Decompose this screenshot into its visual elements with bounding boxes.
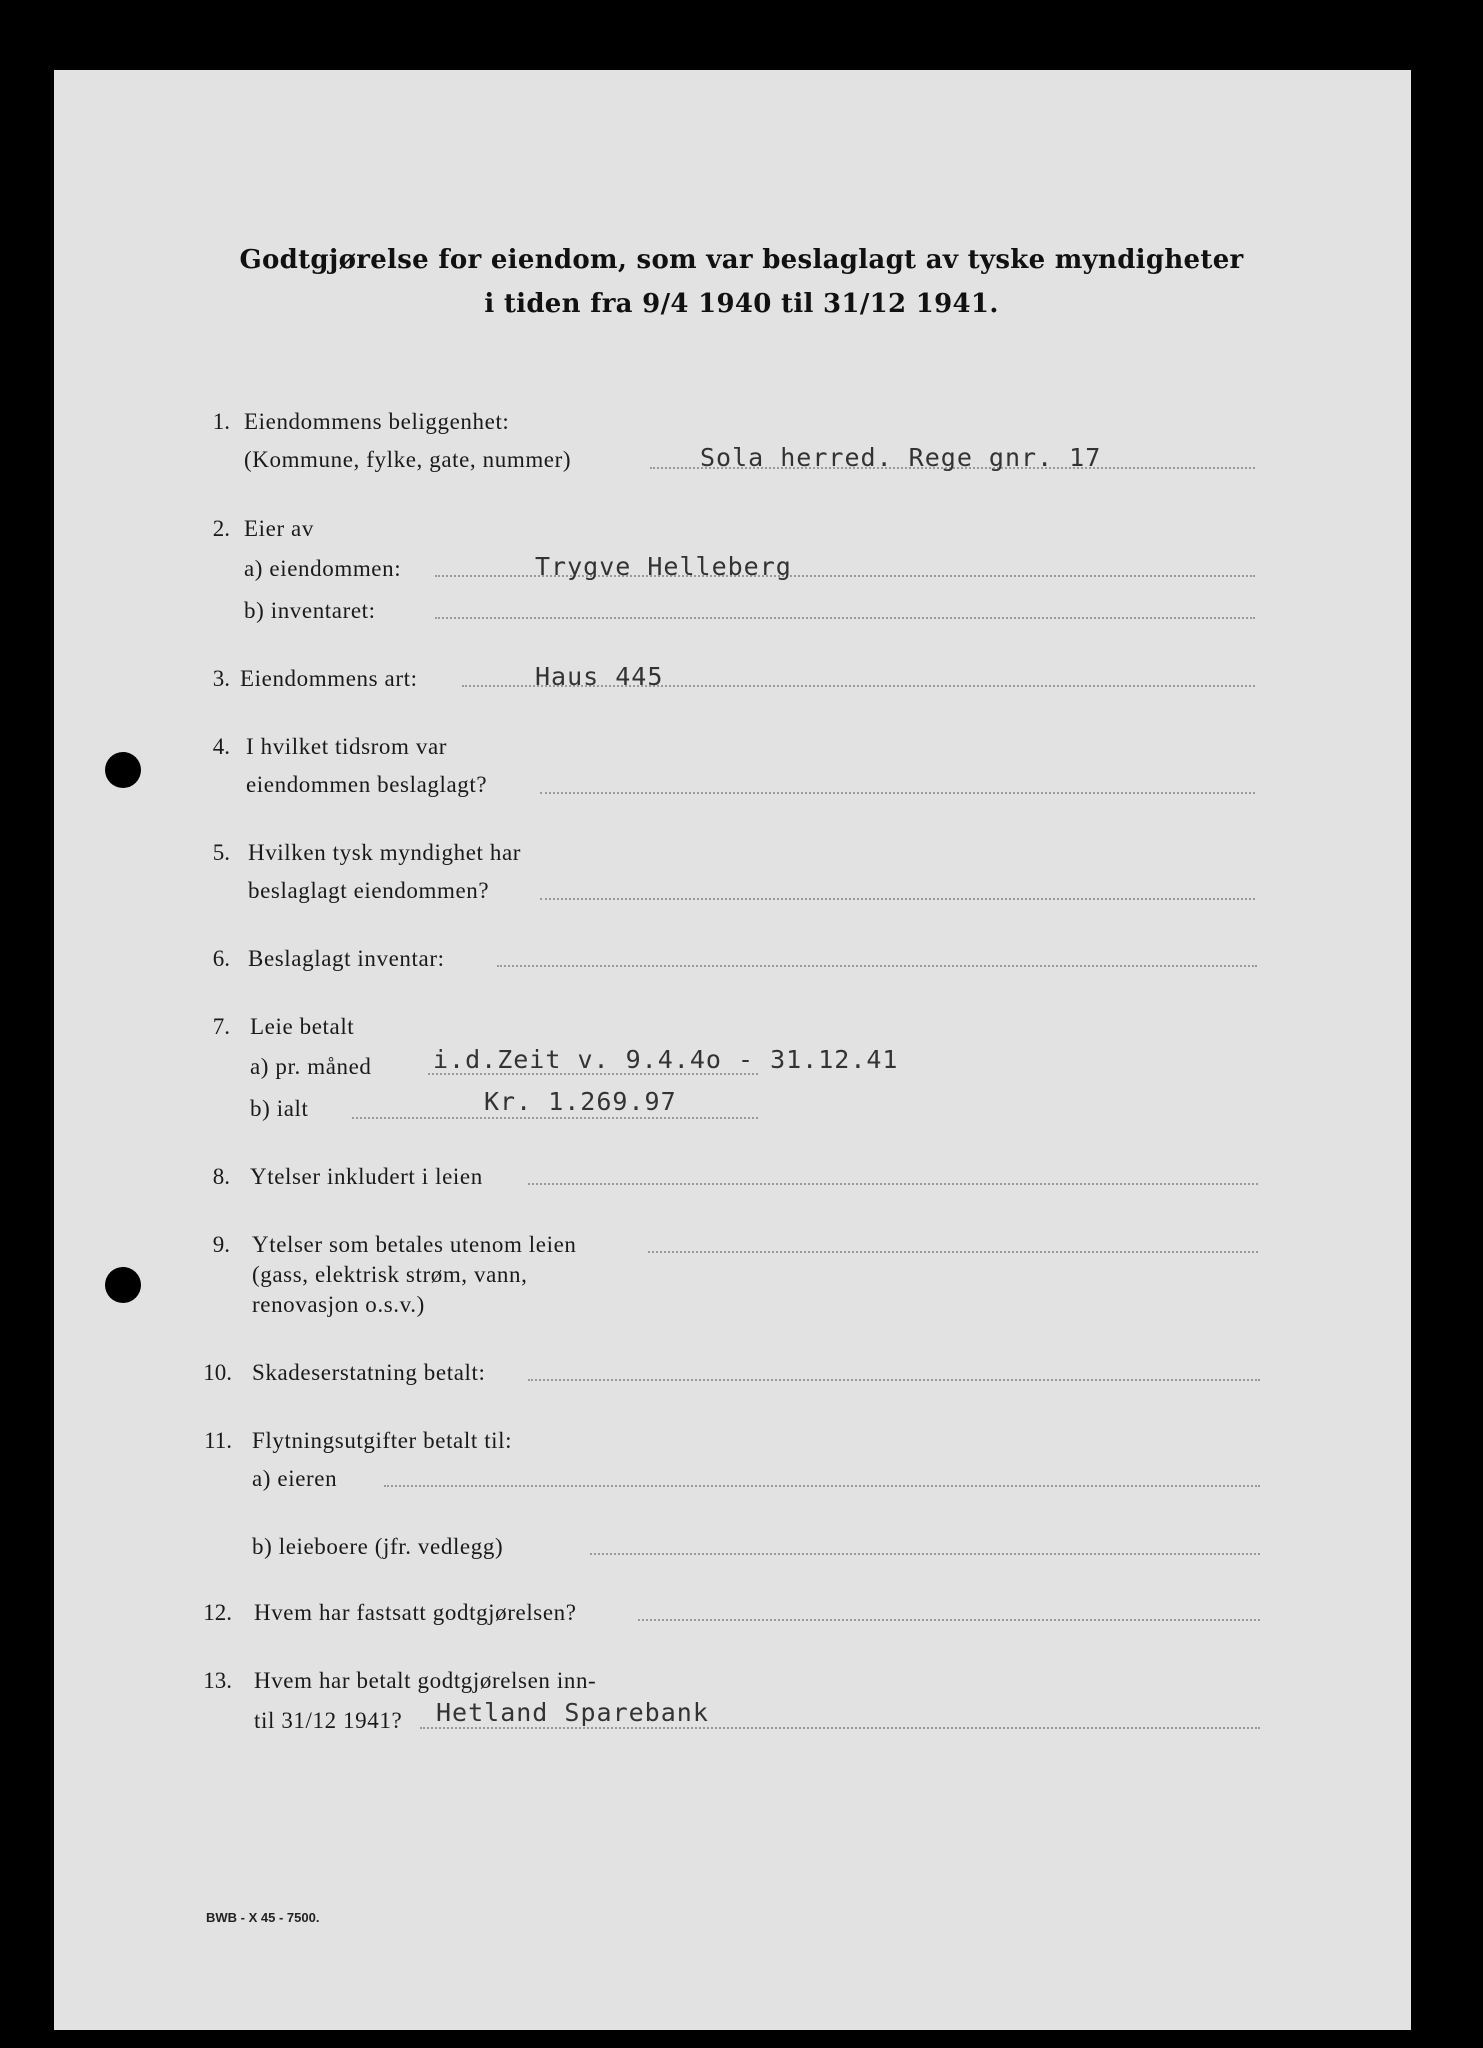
item-4-label-cont: eiendommen beslaglagt? (246, 772, 488, 797)
item-9-label-cont: (gass, elektrisk strøm, vann, (252, 1262, 528, 1287)
item-2a-label: a) eiendommen: (244, 556, 402, 581)
item-number: 12. (203, 1600, 232, 1625)
form-title-line-2: i tiden fra 9/4 1940 til 31/12 1941. (484, 289, 999, 319)
item-number: 11. (204, 1428, 232, 1453)
item-4-field-line (540, 792, 1255, 794)
item-7a-label: a) pr. måned (250, 1054, 372, 1079)
item-number: 13. (203, 1668, 232, 1693)
item-9-field-line (648, 1251, 1258, 1253)
item-8-field-line (528, 1183, 1258, 1185)
item-2b-label: b) inventaret: (244, 598, 376, 623)
item-number: 1. (212, 409, 230, 434)
item-9-label: Ytelser som betales utenom leien (252, 1232, 577, 1257)
item-5-label-cont: beslaglagt eiendommen? (248, 878, 490, 903)
item-number: 5. (212, 840, 230, 865)
form-print-code: BWB - X 45 - 7500. (206, 1910, 320, 1925)
item-8-label: Ytelser inkludert i leien (250, 1164, 483, 1189)
punch-hole (105, 1267, 141, 1303)
item-number: 3. (212, 666, 230, 691)
item-2-label: Eier av (244, 516, 314, 541)
item-2b-field-line (435, 617, 1255, 619)
item-number: 8. (212, 1164, 230, 1189)
item-number: 4. (212, 734, 230, 759)
item-3-label: Eiendommens art: (240, 666, 418, 691)
item-11-label: Flytningsutgifter betalt til: (252, 1428, 513, 1453)
item-1-sublabel: (Kommune, fylke, gate, nummer) (244, 447, 572, 472)
item-10-field-line (528, 1379, 1260, 1381)
item-13-value: Hetland Sparebank (436, 1698, 709, 1727)
item-7-label: Leie betalt (250, 1014, 355, 1039)
item-7b-field-line (352, 1117, 758, 1119)
item-1-value: Sola herred. Rege gnr. 17 (700, 443, 1102, 472)
item-6-field-line (497, 965, 1257, 967)
item-3-value: Haus 445 (535, 662, 664, 691)
form-title-line-1: Godtgjørelse for eiendom, som var beslaglagt av tyske myndigheter (239, 245, 1244, 275)
item-7b-label: b) ialt (250, 1096, 309, 1121)
item-11a-field-line (384, 1485, 1260, 1487)
item-4-label: I hvilket tidsrom var (246, 734, 448, 759)
item-1-label: Eiendommens beliggenhet: (244, 409, 510, 434)
item-number: 10. (203, 1360, 232, 1385)
item-13-field-line (420, 1727, 1260, 1729)
item-12-field-line (638, 1619, 1260, 1621)
item-9-label-cont: renovasjon o.s.v.) (252, 1292, 425, 1317)
item-11b-field-line (590, 1553, 1260, 1555)
punch-hole (105, 752, 141, 788)
item-11a-label: a) eieren (252, 1466, 338, 1491)
item-number: 9. (212, 1232, 230, 1257)
item-12-label: Hvem har fastsatt godtgjørelsen? (254, 1600, 577, 1625)
item-13-label-cont: til 31/12 1941? (254, 1708, 403, 1733)
item-number: 7. (212, 1014, 230, 1039)
item-number: 6. (212, 946, 230, 971)
item-13-label: Hvem har betalt godtgjørelsen inn- (254, 1668, 597, 1693)
item-number: 2. (212, 516, 230, 541)
item-10-label: Skadeserstatning betalt: (252, 1360, 486, 1385)
item-11b-label: b) leieboere (jfr. vedlegg) (252, 1534, 504, 1559)
item-6-label: Beslaglagt inventar: (248, 946, 445, 971)
item-5-field-line (540, 898, 1255, 900)
item-7a-value: i.d.Zeit v. 9.4.4o - 31.12.41 (433, 1045, 899, 1074)
item-5-label: Hvilken tysk myndighet har (248, 840, 522, 865)
item-7b-value: Kr. 1.269.97 (484, 1087, 677, 1116)
item-2a-value: Trygve Helleberg (535, 552, 792, 581)
